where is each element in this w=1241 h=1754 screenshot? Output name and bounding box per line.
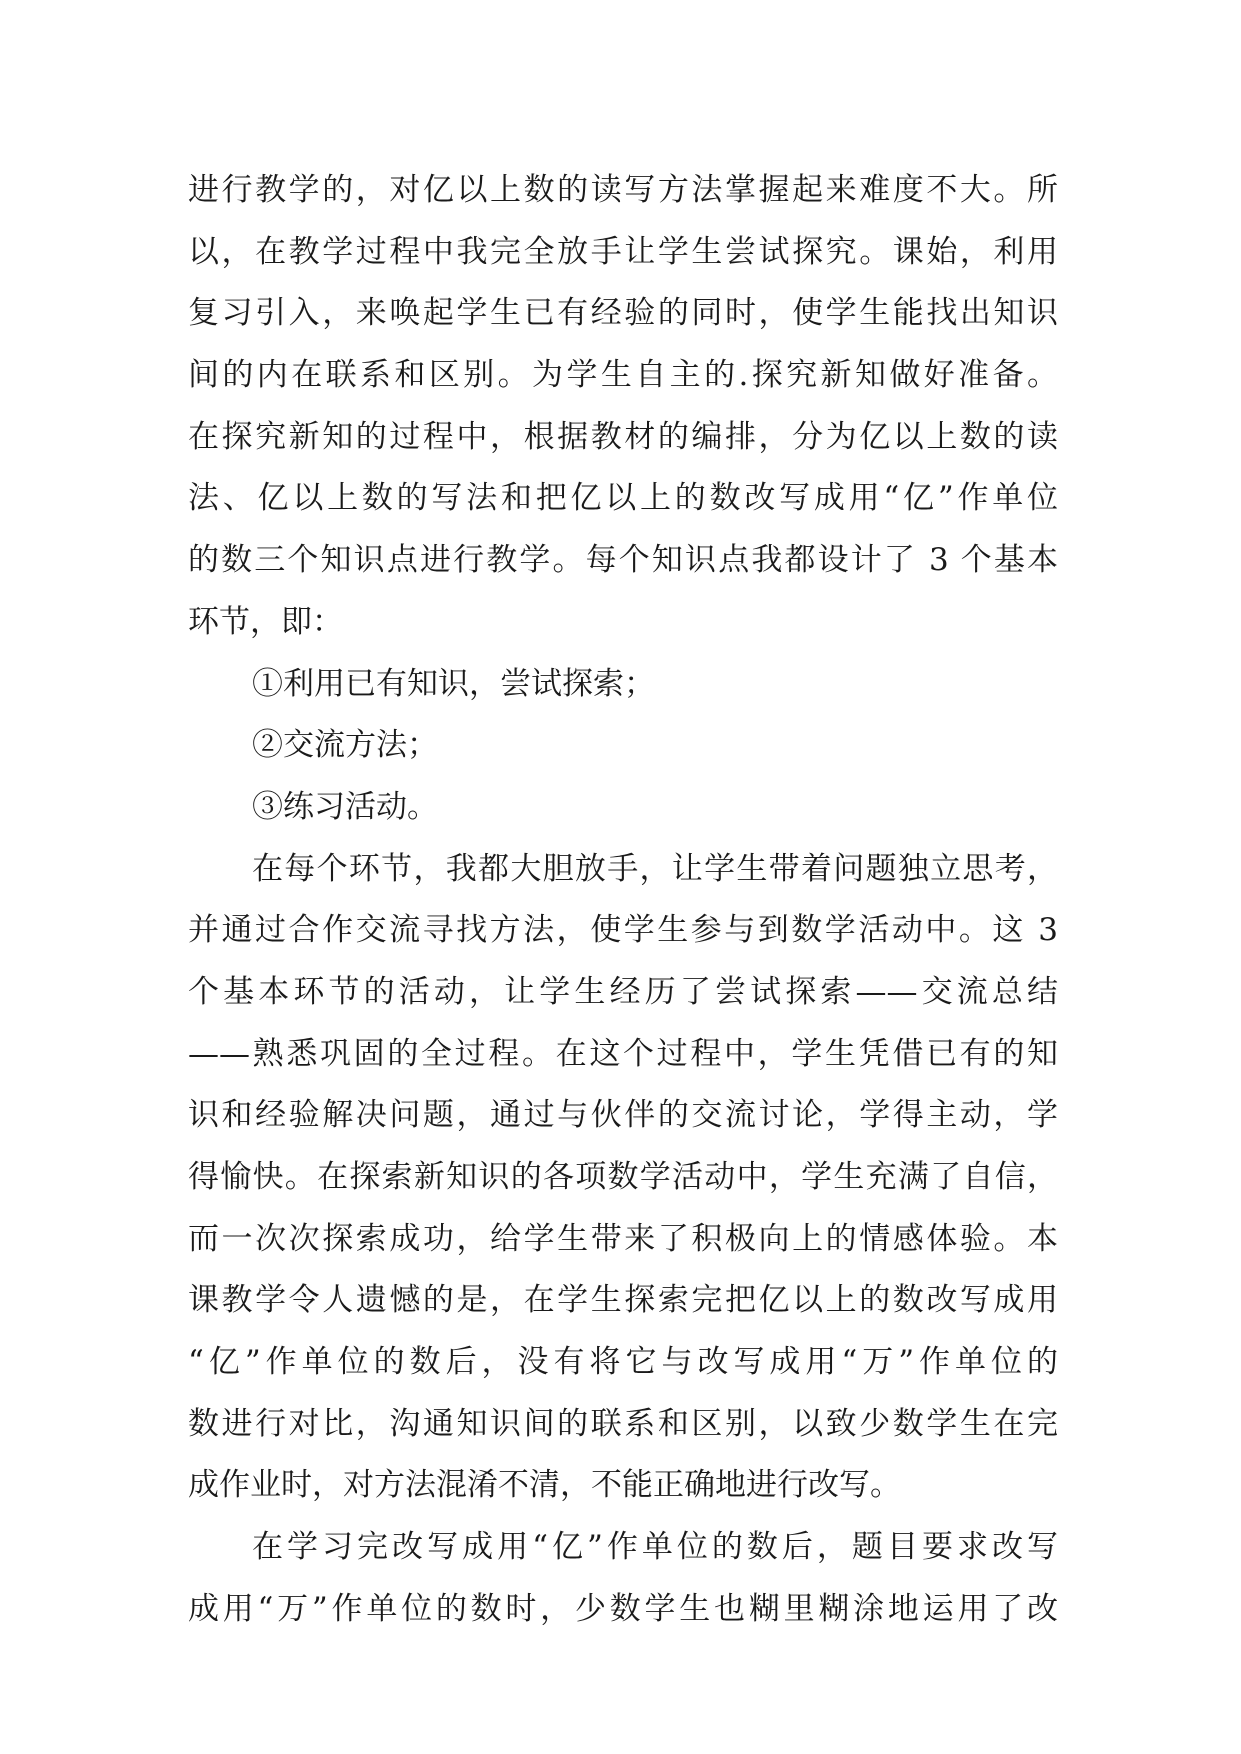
text-line-5: 在探究新知的过程中，根据教材的编排，分为亿以上数的读 (188, 418, 1058, 455)
text-line-7: 的数三个知识点进行教学。每个知识点我都设计了 3 个基本 (188, 542, 1058, 579)
paragraph-2-line-1: 在每个环节，我都大胆放手，让学生带着问题独立思考， (252, 850, 1058, 887)
paragraph-2-line-5: 识和经验解决问题，通过与伙伴的交流讨论，学得主动，学 (188, 1097, 1058, 1134)
list-item-2: ②交流方法； (252, 727, 438, 764)
paragraph-2-line-9: “亿”作单位的数后，没有将它与改写成用“万”作单位的 (188, 1344, 1058, 1381)
text-line-2: 以，在教学过程中我完全放手让学生尝试探究。课始，利用 (188, 233, 1058, 270)
paragraph-2-line-6: 得愉快。在探索新知识的各项数学活动中，学生充满了自信， (188, 1159, 1058, 1195)
paragraph-2-line-4: ——熟悉巩固的全过程。在这个过程中，学生凭借已有的知 (188, 1035, 1058, 1072)
paragraph-2-line-2: 并通过合作交流寻找方法，使学生参与到数学活动中。这 3 (188, 912, 1058, 949)
text-line-4: 间的内在联系和区别。为学生自主的.探究新知做好准备。 (188, 357, 1058, 394)
paragraph-3-line-2: 成用“万”作单位的数时，少数学生也糊里糊涂地运用了改 (188, 1590, 1058, 1627)
list-item-3: ③练习活动。 (252, 788, 438, 825)
body-text (188, 160, 1058, 1641)
list-item-1: ①利用已有知识，尝试探索； (252, 665, 655, 702)
text-line-8: 环节，即： (188, 603, 343, 640)
text-line-6: 法、亿以上数的写法和把亿以上的数改写成用“亿”作单位 (188, 480, 1058, 517)
text-line-1: 进行教学的，对亿以上数的读写方法掌握起来难度不大。所 (188, 172, 1058, 208)
text-line-3: 复习引入，来唤起学生已有经验的同时，使学生能找出知识 (188, 295, 1058, 332)
paragraph-2-line-3: 个基本环节的活动，让学生经历了尝试探索——交流总结 (188, 973, 1058, 1010)
paragraph-2-line-7: 而一次次探索成功，给学生带来了积极向上的情感体验。本 (188, 1220, 1058, 1257)
paragraph-2-line-8: 课教学令人遗憾的是，在学生探索完把亿以上的数改写成用 (188, 1282, 1058, 1319)
paragraph-2-line-11: 成作业时，对方法混淆不清，不能正确地进行改写。 (188, 1467, 901, 1504)
paragraph-2-line-10: 数进行对比，沟通知识间的联系和区别，以致少数学生在完 (188, 1405, 1058, 1442)
paragraph-3-line-1: 在学习完改写成用“亿”作单位的数后，题目要求改写 (252, 1529, 1058, 1566)
